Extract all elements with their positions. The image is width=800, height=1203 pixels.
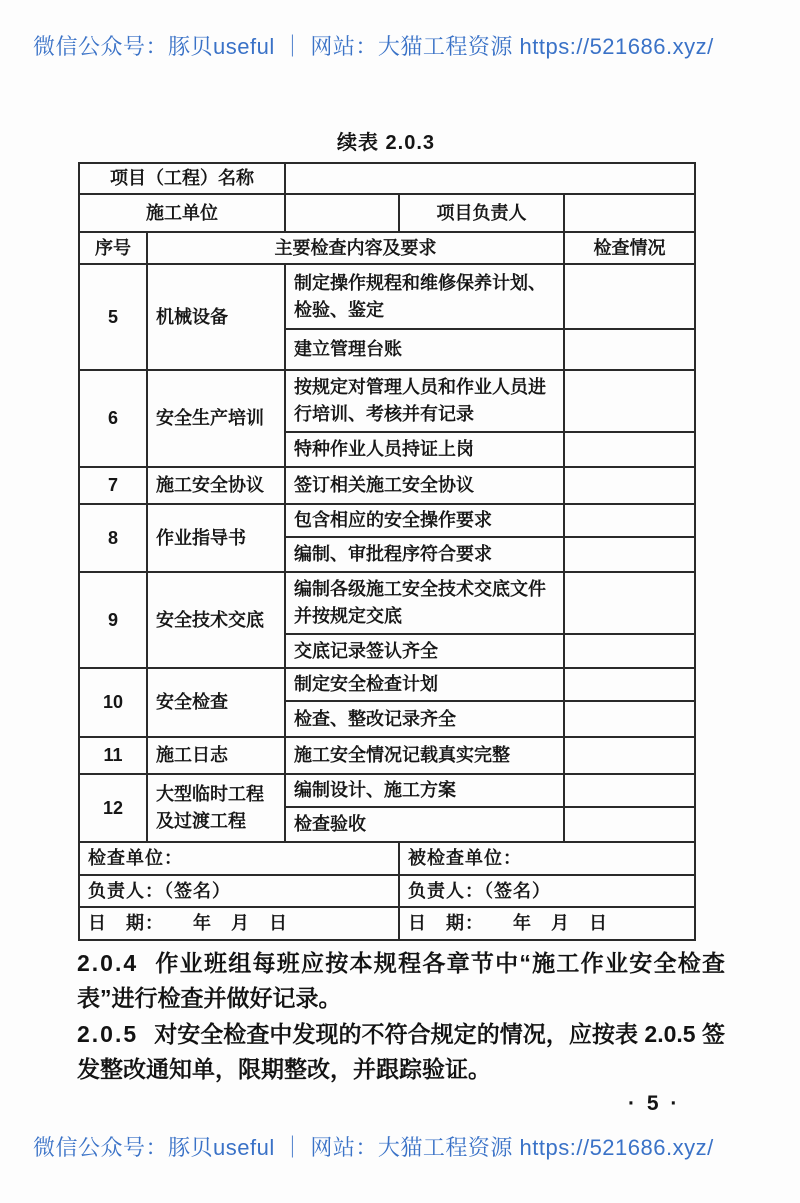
check-item: 检查验收	[285, 807, 564, 842]
table-row	[79, 163, 695, 194]
status-cell	[564, 701, 695, 737]
row-category: 安全生产培训	[147, 370, 285, 467]
contractor-value-cell	[285, 194, 399, 232]
project-name-label: 项目（工程）名称	[79, 163, 285, 194]
watermark-top: 微信公众号：豚贝useful ｜ 网站：大猫工程资源 https://521686.xyz/	[33, 34, 714, 59]
table-row	[79, 774, 695, 807]
status-cell	[564, 432, 695, 467]
row-no: 8	[79, 504, 147, 572]
row-no: 6	[79, 370, 147, 467]
project-manager-label: 项目负责人	[399, 194, 564, 232]
row-category: 机械设备	[147, 264, 285, 370]
row-no: 12	[79, 774, 147, 842]
inspected-unit-label: 被检查单位：	[399, 842, 695, 875]
status-cell	[564, 264, 695, 329]
row-category: 作业指导书	[147, 504, 285, 572]
col-header-content: 主要检查内容及要求	[147, 232, 564, 264]
col-header-status: 检查情况	[564, 232, 695, 264]
check-item: 特种作业人员持证上岗	[285, 432, 564, 467]
inspecting-unit-label: 检查单位：	[79, 842, 399, 875]
row-category: 安全检查	[147, 668, 285, 737]
check-item: 编制各级施工安全技术交底文件并按规定交底	[285, 572, 564, 634]
table-row	[79, 467, 695, 504]
check-item: 签订相关施工安全协议	[285, 467, 564, 504]
table-header-row	[79, 232, 695, 264]
table-row	[79, 875, 695, 907]
table-row	[79, 907, 695, 940]
clause-text: 对安全检查中发现的不符合规定的情况，应按表 2.0.5 签发整改通知单，限期整改，并跟踪验证。	[77, 1021, 725, 1082]
contractor-label: 施工单位	[79, 194, 285, 232]
clause-2-0-5	[77, 1017, 725, 1087]
check-item: 按规定对管理人员和作业人员进行培训、考核并有记录	[285, 370, 564, 432]
check-item: 交底记录签认齐全	[285, 634, 564, 668]
table-row	[79, 572, 695, 634]
row-category: 施工安全协议	[147, 467, 285, 504]
row-no: 11	[79, 737, 147, 774]
status-cell	[564, 537, 695, 572]
clause-label: 2.0.4	[77, 950, 139, 976]
project-name-value-cell	[285, 163, 695, 194]
status-cell	[564, 329, 695, 370]
table-row	[79, 504, 695, 537]
check-item: 施工安全情况记载真实完整	[285, 737, 564, 774]
date-field-right: 日 期： 年 月 日	[399, 907, 695, 940]
clause-2-0-4	[77, 946, 725, 1016]
row-no: 5	[79, 264, 147, 370]
table-row	[79, 842, 695, 875]
responsible-person-left: 负责人：（签名）	[79, 875, 399, 907]
clause-text: 作业班组每班应按本规程各章节中“施工作业安全检查表”进行检查并做好记录。	[77, 950, 725, 1011]
row-category: 大型临时工程及过渡工程	[147, 774, 285, 842]
page-title: 续表 2.0.3	[336, 132, 436, 154]
table-row	[79, 737, 695, 774]
status-cell	[564, 737, 695, 774]
table-row	[79, 194, 695, 232]
check-item: 制定安全检查计划	[285, 668, 564, 701]
col-header-no: 序号	[79, 232, 147, 264]
row-category: 施工日志	[147, 737, 285, 774]
row-no: 9	[79, 572, 147, 668]
inspection-table	[78, 162, 696, 941]
table-row	[79, 668, 695, 701]
status-cell	[564, 634, 695, 668]
check-item: 检查、整改记录齐全	[285, 701, 564, 737]
table-row	[79, 370, 695, 432]
status-cell	[564, 467, 695, 504]
status-cell	[564, 668, 695, 701]
check-item: 编制设计、施工方案	[285, 774, 564, 807]
check-item: 编制、审批程序符合要求	[285, 537, 564, 572]
status-cell	[564, 774, 695, 807]
check-item: 制定操作规程和维修保养计划、检验、鉴定	[285, 264, 564, 329]
row-no: 10	[79, 668, 147, 737]
row-no: 7	[79, 467, 147, 504]
status-cell	[564, 370, 695, 432]
row-category: 安全技术交底	[147, 572, 285, 668]
check-item: 建立管理台账	[285, 329, 564, 370]
clauses-section	[77, 946, 725, 1088]
clause-label: 2.0.5	[77, 1021, 139, 1047]
watermark-bottom: 微信公众号：豚贝useful ｜ 网站：大猫工程资源 https://521686.xyz/	[33, 1135, 714, 1160]
check-item: 包含相应的安全操作要求	[285, 504, 564, 537]
table-row	[79, 264, 695, 329]
status-cell	[564, 504, 695, 537]
responsible-person-right: 负责人：（签名）	[399, 875, 695, 907]
status-cell	[564, 807, 695, 842]
page-number: · 5 ·	[628, 1092, 681, 1115]
date-field-left: 日 期： 年 月 日	[79, 907, 399, 940]
status-cell	[564, 572, 695, 634]
project-manager-value-cell	[564, 194, 695, 232]
